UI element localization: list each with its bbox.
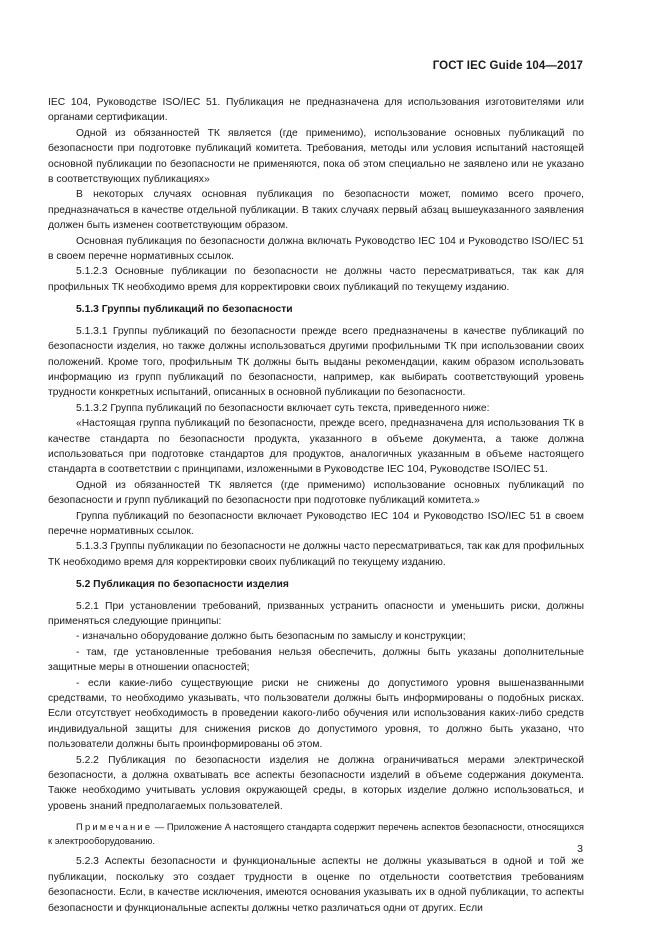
paragraph: Одной из обязанностей ТК является (где применимо), использование основных публикаций по безопасности при подготовке публикаций комитета. Требования, методы или условия испытаний настоящей основной публикации по безопасности не применяются, пока об этом специально не заявлено или не указано в соответствующих публикациях» <box>48 127 584 186</box>
paragraph: IEC 104, Руководстве ISO/IEC 51. Публикация не предназначена для использования изготовителями или органами сертификации. <box>48 97 584 124</box>
paragraph: Одной из обязанностей ТК является (где применимо) использование основных публикаций по безопасности и групп публикаций по безопасности при подготовке публикаций комитета.» <box>48 479 584 507</box>
list-item: - там, где установленные требования нельзя обеспечить, должны быть указаны дополнительные защитные меры в отношении опасностей; <box>48 646 584 674</box>
note <box>48 820 584 848</box>
paragraph: 5.1.3.3 Группы публикации по безопасности не должны часто пересматриваться, так как для профильных ТК необходимо время для корректировки своих публикаций по текущему изданию. <box>48 541 584 568</box>
paragraph: В некоторых случаях основная публикация по безопасности может, помимо всего прочего, предназначаться в качестве отдельной публикации. В таких случаях первый абзац вышеуказанного заявления должен быть изменен соответствующим образом. <box>48 189 584 232</box>
paragraph: 5.2.1 При установлении требований, призванных устранить опасности и уменьшить риски, должны применяться следующие принципы: <box>48 600 584 627</box>
note-label: Примечание <box>76 821 153 833</box>
document-body <box>48 95 584 916</box>
paragraph: 5.1.2.3 Основные публикации по безопасности не должны часто пересматриваться, так как для профильных ТК необходимо время для корректировки своих публикаций по текущему изданию. <box>48 266 584 293</box>
paragraph: 5.1.3.1 Группы публикаций по безопасности прежде всего предназначены в качестве публикаций по безопасности изделия, но также должны использоваться другими профильными ТК при использовании своих положений. Кроме того, профильным ТК должны быть выданы рекомендации, каким образом использовать информацию из групп публикаций по безопасности, например, как выбирать соответствующий уровень трудности конкретных испытаний, описанных в основной публикации по безопасности. <box>48 325 584 399</box>
paragraph: 5.1.3.2 Группа публикаций по безопасности включает суть текста, приведенного ниже: <box>76 402 490 414</box>
paragraph: Группа публикаций по безопасности включает Руководство IEC 104 и Руководство ISO/IEC 51 в своем перечне нормативных ссылок. <box>48 510 584 537</box>
page-number: 3 <box>577 843 583 855</box>
paragraph: «Настоящая группа публикаций по безопасности, прежде всего, предназначена для использования ТК в качестве стандарта по безопасности продукта, указанного в объеме документа, а также должна использоваться при подготовке стандартов для продуктов, аналогичных указанным в объеме настоящего стандарта в соответствии с принципами, изложенными в Руководстве IEC 104, Руководстве ISO/IEC 51. <box>48 418 584 476</box>
note-text: — Приложение А настоящего стандарта содержит перечень аспектов безопасности, относящихся к электрооборудованию. <box>48 821 584 847</box>
list-item: - если какие-либо существующие риски не снижены до допустимого уровня вышеназванными средствами, то необходимо указывать, что пользователи должны быть информированы о подобных рисках. Если отсутствует необходимость в проведении какого-либо обучения или использования каких-либо средств индивидуальной защиты для снижения рисков до допустимого уровня, то должно быть указано, что пользователи должны быть проинформированы об этом. <box>48 677 584 751</box>
paragraph: 5.2.2 Публикация по безопасности изделия не должна ограничиваться мерами электрической безопасности, а должна охватывать все аспекты безопасности изделий в объеме содержания документа. Также необходимо учитывать условия окружающей среды, в которых изделие должно использоваться, и уровень знаний предполагаемых пользователей. <box>48 754 584 812</box>
list-item: - изначально оборудование должно быть безопасным по замыслу и конструкции; <box>76 631 466 643</box>
section-heading: 5.1.3 Группы публикаций по безопасности <box>76 304 293 316</box>
paragraph: 5.2.3 Аспекты безопасности и функциональные аспекты не должны указываться в одной и той же публикации, поскольку это создает трудности в оценке по отдельности соответствия требованиям безопасности. Если, в качестве исключения, имеются основания указывать их в одной публикации, то аспекты безопасности и функциональные аспекты должны четко различаться одни от других. Если <box>48 856 584 914</box>
paragraph: Основная публикация по безопасности должна включать Руководство IEC 104 и Руководство ISO/IEC 51 в своем перечне нормативных ссылок. <box>48 235 584 263</box>
section-heading: 5.2 Публикация по безопасности изделия <box>76 579 289 591</box>
page-header: ГОСТ IEC Guide 104—2017 <box>432 60 583 72</box>
